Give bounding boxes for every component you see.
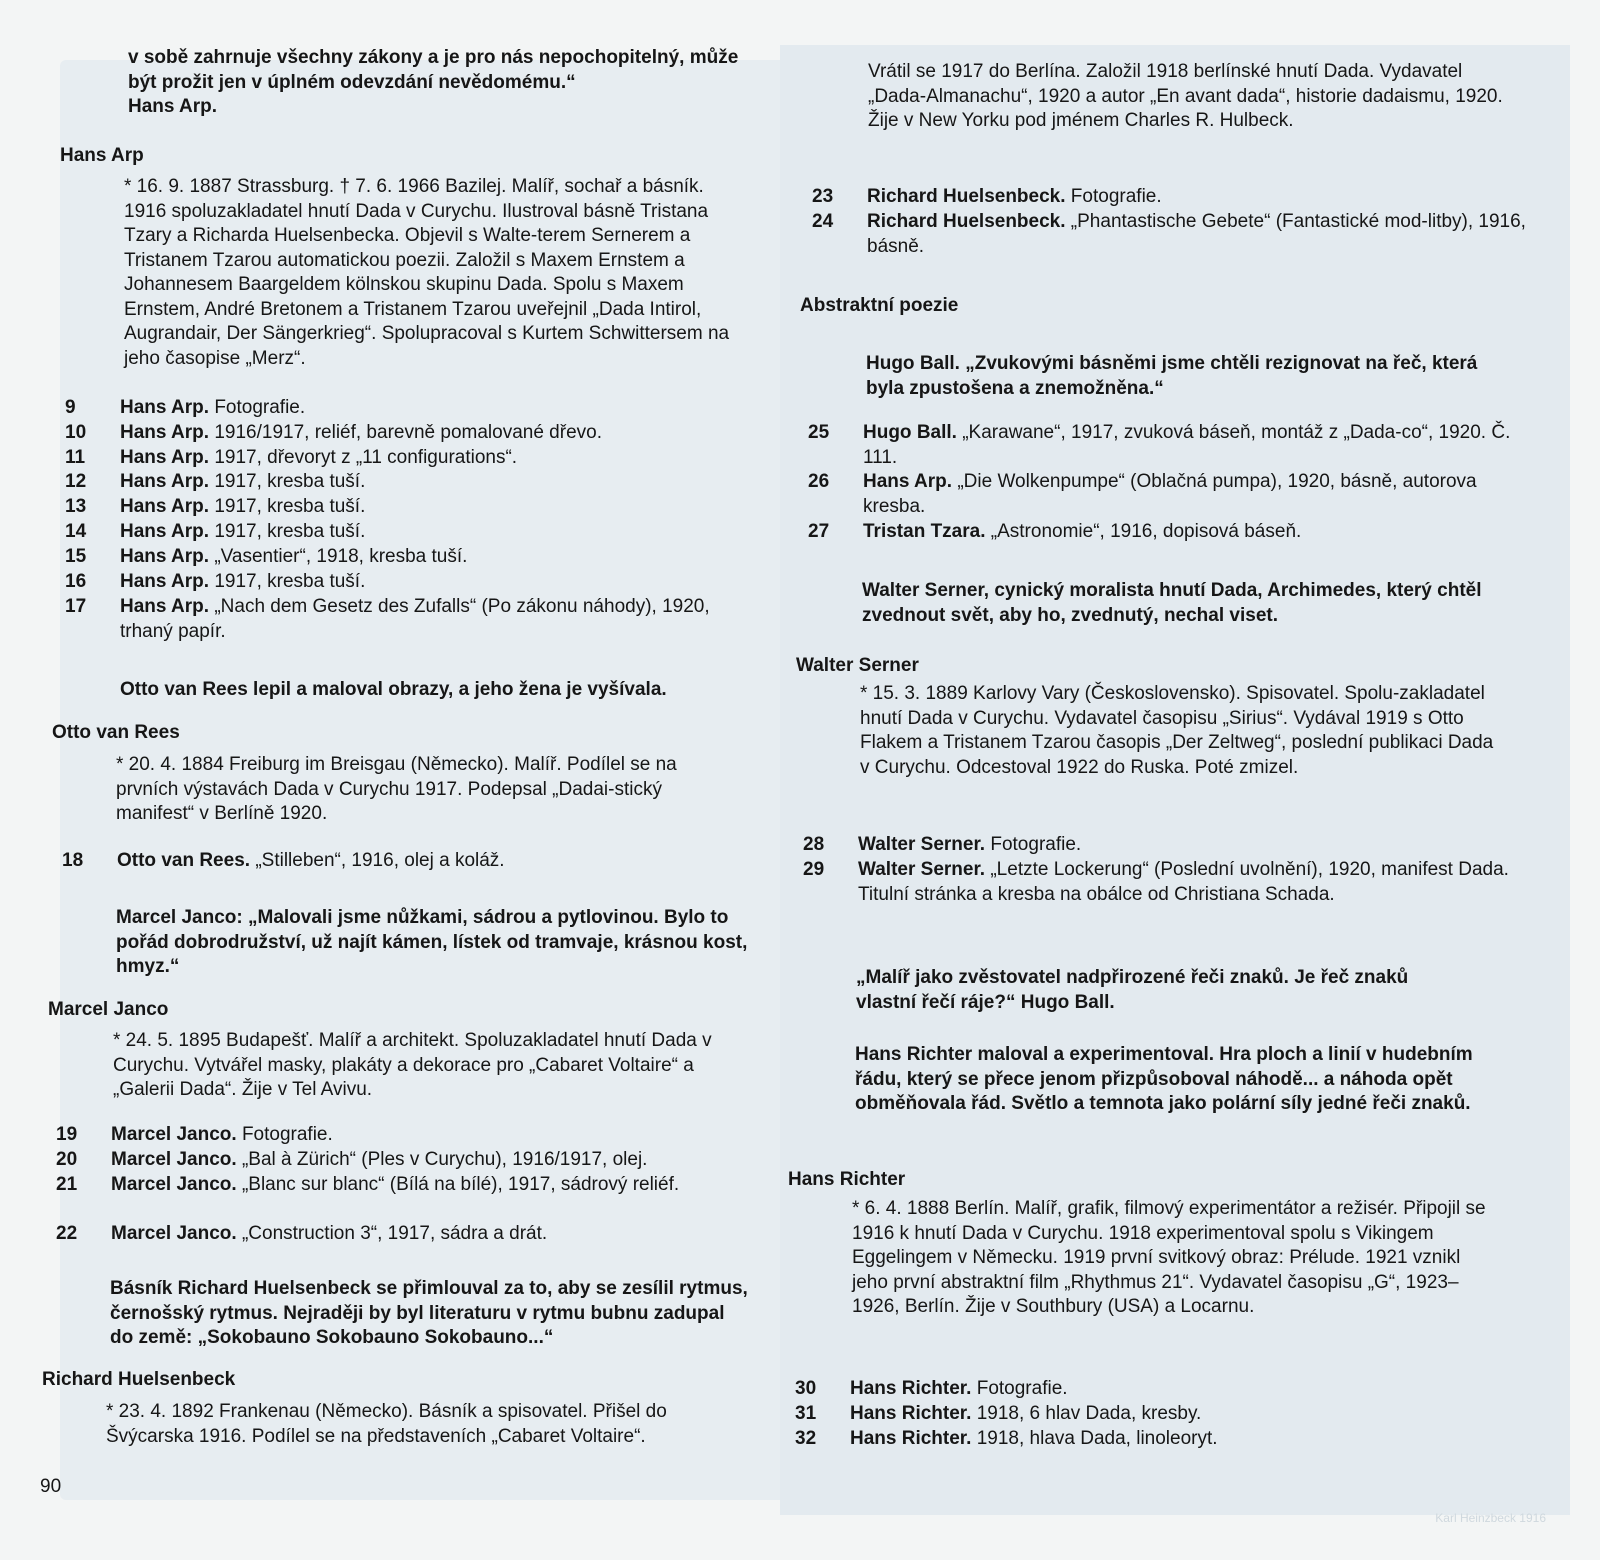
quote-otto-van-rees: Otto van Rees lepil a maloval obrazy, a jeho žena je vyšívala. [120, 679, 667, 700]
catalogue-item [803, 858, 1523, 907]
item-artist: Hans Arp. [120, 521, 210, 542]
bio-richard-huelsenbeck: * 23. 4. 1892 Frankenau (Německo). Básník a spisovatel. Přišel do Švýcarska 1916. Podílel se na představeních „Cabaret Voltaire“. [106, 1401, 667, 1447]
bio-walter-serner: * 15. 3. 1889 Karlovy Vary (Československo). Spisovatel. Spolu-zakladatel hnutí Dada v Curychu. Vydavatel časopisu „Sirius“. Vydával 1919 s Otto Flakem a Tristanem Tzarou časopis „Der Zeltweg“, poslední publikaci Dada v Curychu. Odcestoval 1922 do Ruska. Poté zmizel. [860, 683, 1494, 778]
item-text [867, 185, 1532, 210]
item-text [120, 470, 755, 495]
item-artist: Hans Arp. [120, 447, 210, 468]
catalogue-item [56, 1148, 756, 1173]
catalogue-item [65, 446, 755, 471]
item-description: 1918, 6 hlav Dada, kresby. [971, 1403, 1202, 1424]
catalogue-item [65, 421, 755, 446]
item-description: „Letzte Lockerung“ (Poslední uvolnění), 1920, manifest Dada. Titulní stránka a kresba na obálce od Christiana Schada. [858, 859, 1509, 905]
heading-hans-richter: Hans Richter [788, 1169, 906, 1190]
quote-richard-huelsenbeck: Básník Richard Huelsenbeck se přimlouval za to, aby se zesílil rytmus, černošský rytmus. Nejraději by byl literaturu v rytmu bubnu zadupal do země: „Sokobauno Sokobauno Sokobauno...“ [110, 1278, 748, 1348]
catalogue-item [808, 421, 1518, 470]
item-number: 14 [65, 521, 87, 542]
item-number: 17 [65, 596, 87, 617]
item-number: 12 [65, 471, 87, 492]
item-artist: Hugo Ball. [863, 422, 957, 443]
catalogue-item [65, 520, 755, 545]
item-description: 1917, kresba tuší. [209, 571, 366, 592]
item-text [120, 446, 755, 471]
bio-hans-richter: * 6. 4. 1888 Berlín. Malíř, grafik, filmový experimentátor a režisér. Připojil se 1916 k hnutí Dada v Curychu. 1918 experimentoval spolu s Vikingem Eggelingem v Německu. 1919 první svitkový obraz: Prélude. 1921 vznikl jeho první abstraktní film „Rhythmus 21“. Vydavatel časopisu „G“, 1923–1926, Berlín. Žije v Southbury (USA) a Locarnu. [852, 1198, 1486, 1317]
item-artist: Marcel Janco. [111, 1223, 237, 1244]
item-number: 25 [808, 422, 830, 443]
item-artist: Hans Arp. [120, 471, 210, 492]
ghost-caption: Karl Heinzbeck 1916 [1435, 1511, 1546, 1525]
item-description: „Stilleben“, 1916, olej a koláž. [250, 850, 505, 871]
catalogue-item [795, 1402, 1495, 1427]
bio-marcel-janco: * 24. 5. 1895 Budapešť. Malíř a architekt. Spoluzakladatel hnutí Dada v Curychu. Vytvářel masky, plakáty a dekorace pro „Cabaret Voltaire“ a „Galerii Dada“. Žije v Tel Avivu. [113, 1030, 712, 1100]
heading-marcel-janco: Marcel Janco [48, 999, 169, 1020]
quote-hans-richter: Hans Richter maloval a experimentoval. Hra ploch a linií v hudebním řádu, který se přece jenom přizpůsoboval náhodě... a náhoda opět obměňovala řád. Světlo a temnota jako polární síly jedné řeči znaků. [855, 1044, 1473, 1114]
item-text [120, 396, 755, 421]
item-number: 27 [808, 521, 830, 542]
item-number: 23 [812, 186, 834, 207]
catalogue-item [56, 1173, 756, 1198]
item-artist: Marcel Janco. [111, 1149, 237, 1170]
item-number: 22 [56, 1223, 78, 1244]
item-description: „Construction 3“, 1917, sádra a drát. [236, 1223, 548, 1244]
item-text [111, 1148, 756, 1173]
item-number: 31 [795, 1403, 817, 1424]
catalogue-item [65, 595, 755, 644]
item-text [120, 545, 755, 570]
item-description: Fotografie. [209, 397, 306, 418]
catalogue-item [808, 520, 1518, 545]
quote-walter-serner: Walter Serner, cynický moralista hnutí Dada, Archimedes, který chtěl zvednout svět, aby ho, zvednutý, nechal viset. [862, 580, 1482, 626]
catalogue-item [812, 185, 1532, 210]
item-number: 16 [65, 571, 87, 592]
item-text [111, 1173, 756, 1198]
heading-hans-arp: Hans Arp [60, 145, 144, 166]
item-artist: Tristan Tzara. [863, 521, 986, 542]
item-text [863, 520, 1518, 545]
item-artist: Otto van Rees. [117, 850, 251, 871]
item-number: 19 [56, 1124, 78, 1145]
item-description: „Phantastische Gebete“ (Fantastické mod-litby), 1916, básně. [867, 211, 1526, 257]
item-description: „Die Wolkenpumpe“ (Oblačná pumpa), 1920, básně, autorova kresba. [863, 471, 1477, 517]
item-description: Fotografie. [985, 834, 1082, 855]
catalogue-item [795, 1377, 1495, 1402]
item-artist: Richard Huelsenbeck. [867, 211, 1066, 232]
item-description: 1917, kresba tuší. [209, 521, 366, 542]
item-artist: Hans Richter. [850, 1428, 972, 1449]
item-text [111, 1123, 756, 1148]
item-description: Fotografie. [1065, 186, 1162, 207]
item-text [120, 495, 755, 520]
item-number: 18 [62, 850, 84, 871]
quote-hugo-ball: Hugo Ball. „Zvukovými básněmi jsme chtěli rezignovat na řeč, která byla zpustošena a znemožněna.“ [866, 353, 1478, 399]
catalogue-item [65, 545, 755, 570]
catalogue-item [65, 570, 755, 595]
item-text [867, 210, 1532, 259]
item-text [858, 858, 1523, 907]
item-number: 29 [803, 859, 825, 880]
item-number: 28 [803, 834, 825, 855]
heading-walter-serner: Walter Serner [796, 655, 919, 676]
item-number: 26 [808, 471, 830, 492]
catalogue-item [795, 1427, 1495, 1452]
item-text [120, 595, 755, 644]
item-text [120, 520, 755, 545]
item-number: 9 [65, 397, 76, 418]
item-text [117, 849, 752, 874]
item-text [120, 421, 755, 446]
item-text [850, 1427, 1495, 1452]
bio-richard-huelsenbeck-continued: Vrátil se 1917 do Berlína. Založil 1918 berlínské hnutí Dada. Vydavatel „Dada-Almanachu“, 1920 a autor „En avant dada“, historie dadaismu, 1920. Žije v New Yorku pod jménem Charles R. Hulbeck. [868, 61, 1503, 131]
item-number: 20 [56, 1149, 78, 1170]
heading-abstract-poetry: Abstraktní poezie [800, 295, 959, 316]
item-artist: Hans Arp. [120, 397, 210, 418]
intro-quote: v sobě zahrnuje všechny zákony a je pro nás nepochopitelný, může být prožit jen v úplném odevzdání nevědomému.“ Hans Arp. [128, 47, 739, 117]
catalogue-item [812, 210, 1532, 259]
item-artist: Marcel Janco. [111, 1174, 237, 1195]
item-artist: Walter Serner. [858, 859, 986, 880]
page-number: 90 [40, 1476, 62, 1497]
catalogue-item [65, 470, 755, 495]
item-description: 1917, kresba tuší. [209, 471, 366, 492]
catalogue-item [56, 1222, 756, 1247]
item-description: Fotografie. [236, 1124, 333, 1145]
quote-painter: „Malíř jako zvěstovatel nadpřirozené řeči znaků. Je řeč znaků vlastní řečí ráje?“ Hugo Ball. [856, 967, 1409, 1013]
item-artist: Richard Huelsenbeck. [867, 186, 1066, 207]
catalogue-item [62, 849, 752, 874]
quote-marcel-janco: Marcel Janco: „Malovali jsme nůžkami, sádrou a pytlovinou. Bylo to pořád dobrodružství, už najít kámen, lístek od tramvaje, krásnou kost, hmyz.“ [116, 907, 748, 977]
item-number: 13 [65, 496, 87, 517]
item-number: 24 [812, 211, 834, 232]
item-text [863, 421, 1518, 470]
item-number: 30 [795, 1378, 817, 1399]
item-artist: Hans Arp. [120, 496, 210, 517]
item-description: 1917, kresba tuší. [209, 496, 366, 517]
catalogue-item [65, 396, 755, 421]
heading-richard-huelsenbeck: Richard Huelsenbeck [42, 1369, 236, 1390]
item-text [111, 1222, 756, 1247]
item-artist: Marcel Janco. [111, 1124, 237, 1145]
item-artist: Hans Richter. [850, 1403, 972, 1424]
item-text [850, 1402, 1495, 1427]
item-description: „Nach dem Gesetz des Zufalls“ (Po zákonu náhody), 1920, trhaný papír. [120, 596, 710, 642]
heading-otto-van-rees: Otto van Rees [52, 722, 180, 743]
catalogue-item [65, 495, 755, 520]
item-text [858, 833, 1523, 858]
item-artist: Hans Arp. [863, 471, 953, 492]
item-number: 32 [795, 1428, 817, 1449]
item-description: „Vasentier“, 1918, kresba tuší. [209, 546, 468, 567]
item-description: 1917, dřevoryt z „11 configurations“. [209, 447, 518, 468]
catalogue-item [803, 833, 1523, 858]
item-artist: Hans Arp. [120, 546, 210, 567]
item-number: 10 [65, 422, 87, 443]
item-description: „Blanc sur blanc“ (Bílá na bílé), 1917, sádrový reliéf. [236, 1174, 680, 1195]
catalogue-item [808, 470, 1518, 519]
item-description: „Karawane“, 1917, zvuková báseň, montáž z „Dada-co“, 1920. Č. 111. [863, 422, 1511, 468]
bio-otto-van-rees: * 20. 4. 1884 Freiburg im Breisgau (Německo). Malíř. Podílel se na prvních výstavách Dada v Curychu 1917. Podepsal „Dadai-stický manifest“ v Berlíně 1920. [116, 754, 677, 824]
item-artist: Hans Arp. [120, 571, 210, 592]
item-text [120, 570, 755, 595]
item-description: 1916/1917, reliéf, barevně pomalované dřevo. [209, 422, 602, 443]
item-description: 1918, hlava Dada, linoleoryt. [971, 1428, 1218, 1449]
bio-hans-arp: * 16. 9. 1887 Strassburg. † 7. 6. 1966 Bazilej. Malíř, sochař a básník. 1916 spoluzakladatel hnutí Dada v Curychu. Ilustroval básně Tristana Tzary a Richarda Huelsenbecka. Objevil s Walte-terem Sernerem a Tristanem Tzarou automatickou poezii. Založil s Maxem Ernstem a Johannesem Baargeldem kölnskou skupinu Dada. Spolu s Maxem Ernstem, André Bretonem a Tristanem Tzarou uveřejnil „Dada Intirol, Augrandair, Der Sängerkrieg“. Spolupracoval s Kurtem Schwittersem na jeho časopise „Merz“. [124, 176, 730, 369]
item-description: „Bal à Zürich“ (Ples v Curychu), 1916/1917, olej. [236, 1149, 648, 1170]
item-number: 11 [65, 447, 86, 468]
item-artist: Hans Arp. [120, 596, 210, 617]
item-text [850, 1377, 1495, 1402]
item-number: 21 [56, 1174, 78, 1195]
item-number: 15 [65, 546, 87, 567]
item-description: Fotografie. [971, 1378, 1068, 1399]
catalogue-item [56, 1123, 756, 1148]
item-description: „Astronomie“, 1916, dopisová báseň. [985, 521, 1302, 542]
item-artist: Walter Serner. [858, 834, 986, 855]
item-artist: Hans Richter. [850, 1378, 972, 1399]
item-artist: Hans Arp. [120, 422, 210, 443]
item-text [863, 470, 1518, 519]
